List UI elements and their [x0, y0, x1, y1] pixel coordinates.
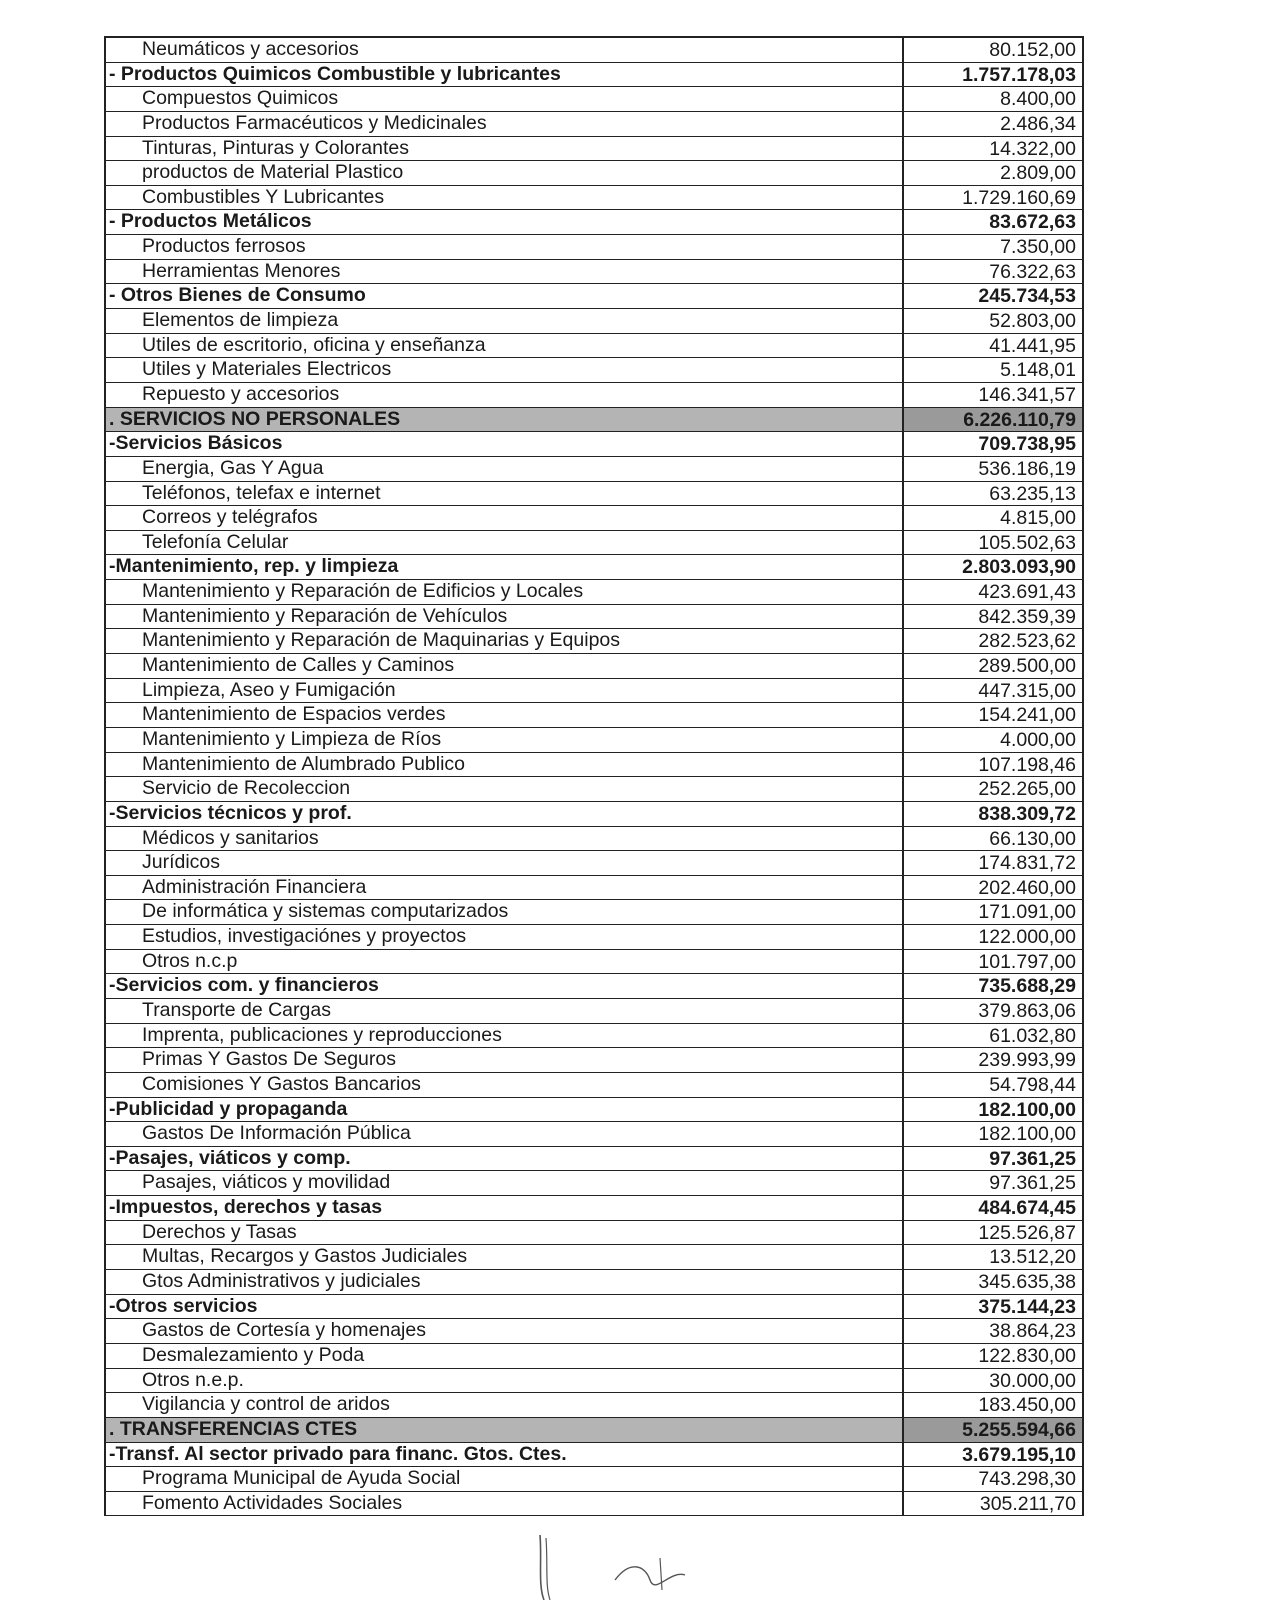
- row-label: Mantenimiento y Reparación de Maquinarias y Equipos: [106, 629, 904, 653]
- line-item-row: [106, 1073, 1082, 1098]
- line-item-row: [106, 1171, 1082, 1196]
- line-item-row: [106, 1319, 1082, 1344]
- row-amount: 2.809,00: [1000, 162, 1076, 185]
- line-item-row: [106, 309, 1082, 334]
- line-item-row: [106, 900, 1082, 925]
- row-label: Mantenimiento de Espacios verdes: [106, 703, 904, 727]
- row-amount: 252.265,00: [978, 778, 1076, 801]
- row-label: Gastos de Cortesía y homenajes: [106, 1319, 904, 1343]
- row-label: Transporte de Cargas: [106, 999, 904, 1023]
- row-amount: 38.864,23: [989, 1320, 1076, 1343]
- row-amount: 6.226.110,79: [904, 408, 1082, 432]
- row-label: Vigilancia y control de aridos: [106, 1393, 904, 1417]
- row-amount: 122.000,00: [978, 926, 1076, 949]
- row-label: Productos ferrosos: [106, 235, 904, 259]
- row-label: Compuestos Quimicos: [106, 87, 904, 111]
- row-label: Mantenimiento y Reparación de Edificios y Locales: [106, 580, 904, 604]
- row-label: Teléfonos, telefax e internet: [106, 482, 904, 506]
- row-amount: 1.729.160,69: [962, 186, 1076, 209]
- row-amount: 245.734,53: [978, 285, 1076, 308]
- line-item-row: [106, 827, 1082, 852]
- line-item-row: [106, 358, 1082, 383]
- line-item-row: [106, 1024, 1082, 1049]
- row-label: Energia, Gas Y Agua: [106, 457, 904, 481]
- row-amount: 305.211,70: [979, 1492, 1076, 1515]
- row-amount: 484.674,45: [978, 1197, 1076, 1220]
- row-amount: 5.148,01: [1000, 359, 1076, 382]
- row-label: -Mantenimiento, rep. y limpieza: [106, 555, 904, 579]
- row-label: Limpieza, Aseo y Fumigación: [106, 679, 904, 703]
- row-label: Médicos y sanitarios: [106, 827, 904, 851]
- row-label: productos de Material Plastico: [106, 161, 904, 185]
- row-label: -Impuestos, derechos y tasas: [106, 1196, 904, 1220]
- row-amount: 30.000,00: [989, 1369, 1076, 1392]
- line-item-row: [106, 605, 1082, 630]
- row-label: -Servicios técnicos y prof.: [106, 802, 904, 826]
- handwritten-signature: [520, 1530, 720, 1600]
- row-label: Combustibles Y Lubricantes: [106, 186, 904, 210]
- row-label: -Pasajes, viáticos y comp.: [106, 1147, 904, 1171]
- row-label: . SERVICIOS NO PERSONALES: [106, 408, 904, 432]
- line-item-row: [106, 457, 1082, 482]
- row-amount: 66.130,00: [989, 827, 1076, 850]
- row-amount: 52.803,00: [989, 310, 1076, 333]
- row-label: Comisiones Y Gastos Bancarios: [106, 1073, 904, 1097]
- line-item-row: [106, 1245, 1082, 1270]
- subtotal-row: [106, 1295, 1082, 1320]
- line-item-row: [106, 777, 1082, 802]
- row-label: Gastos De Información Pública: [106, 1122, 904, 1146]
- row-amount: 447.315,00: [978, 679, 1076, 702]
- line-item-row: [106, 679, 1082, 704]
- line-item-row: [106, 1393, 1082, 1418]
- subtotal-row: [106, 210, 1082, 235]
- line-item-row: [106, 950, 1082, 975]
- row-amount: 154.241,00: [978, 704, 1076, 727]
- subtotal-row: [106, 555, 1082, 580]
- row-amount: 171.091,00: [978, 901, 1076, 924]
- row-amount: 80.152,00: [989, 39, 1076, 61]
- row-amount: 743.298,30: [978, 1468, 1076, 1491]
- row-amount: 41.441,95: [989, 334, 1076, 357]
- row-amount: 4.815,00: [1000, 507, 1076, 530]
- row-label: - Productos Metálicos: [106, 210, 904, 234]
- row-amount: 97.361,25: [989, 1147, 1076, 1170]
- row-amount: 423.691,43: [978, 581, 1076, 604]
- subtotal-row: [106, 1147, 1082, 1172]
- row-label: Mantenimiento y Reparación de Vehículos: [106, 605, 904, 629]
- row-amount: 83.672,63: [989, 211, 1076, 234]
- section-row: [106, 408, 1082, 433]
- row-amount: 125.526,87: [978, 1221, 1076, 1244]
- subtotal-row: [106, 974, 1082, 999]
- line-item-row: [106, 1492, 1082, 1517]
- row-label: Mantenimiento de Alumbrado Publico: [106, 753, 904, 777]
- line-item-row: [106, 186, 1082, 211]
- line-item-row: [106, 728, 1082, 753]
- row-label: Imprenta, publicaciones y reproducciones: [106, 1024, 904, 1048]
- row-label: Mantenimiento y Limpieza de Ríos: [106, 728, 904, 752]
- row-amount: 282.523,62: [978, 630, 1076, 653]
- row-label: Correos y telégrafos: [106, 506, 904, 530]
- subtotal-row: [106, 284, 1082, 309]
- row-label: Administración Financiera: [106, 876, 904, 900]
- row-label: Servicio de Recoleccion: [106, 777, 904, 801]
- line-item-row: [106, 383, 1082, 408]
- line-item-row: [106, 629, 1082, 654]
- row-label: -Servicios com. y financieros: [106, 974, 904, 998]
- row-amount: 183.450,00: [978, 1394, 1076, 1417]
- row-amount: 14.322,00: [989, 137, 1076, 160]
- row-label: Utiles de escritorio, oficina y enseñanza: [106, 334, 904, 358]
- line-item-row: [106, 654, 1082, 679]
- line-item-row: [106, 334, 1082, 359]
- row-amount: 5.255.594,66: [904, 1418, 1082, 1442]
- row-amount: 709.738,95: [978, 433, 1076, 456]
- row-amount: 2.803.093,90: [962, 556, 1076, 579]
- row-amount: 174.831,72: [978, 852, 1076, 875]
- line-item-row: [106, 1122, 1082, 1147]
- row-amount: 842.359,39: [978, 605, 1076, 628]
- line-item-row: [106, 876, 1082, 901]
- row-label: Programa Municipal de Ayuda Social: [106, 1467, 904, 1491]
- row-label: -Servicios Básicos: [106, 432, 904, 456]
- line-item-row: [106, 703, 1082, 728]
- row-amount: 345.635,38: [978, 1271, 1076, 1294]
- row-label: Mantenimiento de Calles y Caminos: [106, 654, 904, 678]
- row-label: Otros n.c.p: [106, 950, 904, 974]
- row-label: - Otros Bienes de Consumo: [106, 284, 904, 308]
- row-amount: 1.757.178,03: [962, 63, 1076, 86]
- line-item-row: [106, 531, 1082, 556]
- row-amount: 735.688,29: [978, 975, 1076, 998]
- line-item-row: [106, 260, 1082, 285]
- row-amount: 13.512,20: [989, 1246, 1076, 1269]
- row-label: . TRANSFERENCIAS CTES: [106, 1418, 904, 1442]
- line-item-row: [106, 1270, 1082, 1295]
- line-item-row: [106, 1344, 1082, 1369]
- row-amount: 202.460,00: [978, 876, 1076, 899]
- row-label: Gtos Administrativos y judiciales: [106, 1270, 904, 1294]
- subtotal-row: [106, 432, 1082, 457]
- row-label: - Productos Quimicos Combustible y lubricantes: [106, 63, 904, 87]
- row-amount: 105.502,63: [978, 531, 1076, 554]
- row-amount: 289.500,00: [978, 655, 1076, 678]
- row-amount: 61.032,80: [989, 1024, 1076, 1047]
- row-label: Utiles y Materiales Electricos: [106, 358, 904, 382]
- row-amount: 239.993,99: [978, 1049, 1076, 1072]
- row-amount: 122.830,00: [978, 1344, 1076, 1367]
- row-amount: 107.198,46: [978, 753, 1076, 776]
- line-item-row: [106, 753, 1082, 778]
- line-item-row: [106, 235, 1082, 260]
- row-label: Derechos y Tasas: [106, 1221, 904, 1245]
- row-amount: 7.350,00: [1000, 236, 1076, 259]
- row-amount: 536.186,19: [978, 457, 1076, 480]
- line-item-row: [106, 999, 1082, 1024]
- subtotal-row: [106, 802, 1082, 827]
- row-label: Tinturas, Pinturas y Colorantes: [106, 137, 904, 161]
- row-label: -Publicidad y propaganda: [106, 1098, 904, 1122]
- row-label: Desmalezamiento y Poda: [106, 1344, 904, 1368]
- row-label: Pasajes, viáticos y movilidad: [106, 1171, 904, 1195]
- line-item-row: [106, 506, 1082, 531]
- row-label: Jurídicos: [106, 851, 904, 875]
- row-label: Repuesto y accesorios: [106, 383, 904, 407]
- row-amount: 97.361,25: [989, 1172, 1076, 1195]
- row-amount: 379.863,06: [978, 999, 1076, 1022]
- row-label: Telefonía Celular: [106, 531, 904, 555]
- row-amount: 76.322,63: [989, 260, 1076, 283]
- row-label: Productos Farmacéuticos y Medicinales: [106, 112, 904, 136]
- row-amount: 375.144,23: [978, 1295, 1076, 1318]
- row-label: Herramientas Menores: [106, 260, 904, 284]
- row-amount: 4.000,00: [1000, 728, 1076, 751]
- line-item-row: [106, 87, 1082, 112]
- line-item-row: [106, 161, 1082, 186]
- line-item-row: [106, 137, 1082, 162]
- line-item-row: [106, 851, 1082, 876]
- row-label: Fomento Actividades Sociales: [106, 1492, 904, 1516]
- line-item-row: [106, 580, 1082, 605]
- row-amount: 182.100,00: [978, 1123, 1076, 1146]
- row-amount: 101.797,00: [978, 950, 1076, 973]
- subtotal-row: [106, 1196, 1082, 1221]
- section-row: [106, 1418, 1082, 1443]
- row-label: Neumáticos y accesorios: [106, 38, 904, 62]
- row-label: De informática y sistemas computarizados: [106, 900, 904, 924]
- row-label: Elementos de limpieza: [106, 309, 904, 333]
- row-amount: 838.309,72: [978, 802, 1076, 825]
- subtotal-row: [106, 63, 1082, 88]
- row-amount: 8.400,00: [1000, 88, 1076, 111]
- line-item-row: [106, 1369, 1082, 1394]
- row-label: Multas, Recargos y Gastos Judiciales: [106, 1245, 904, 1269]
- line-item-row: [106, 112, 1082, 137]
- subtotal-row: [106, 1443, 1082, 1468]
- budget-ledger-table: [104, 36, 1084, 1516]
- row-amount: 182.100,00: [978, 1098, 1076, 1121]
- line-item-row: [106, 482, 1082, 507]
- row-label: Otros n.e.p.: [106, 1369, 904, 1393]
- row-amount: 3.679.195,10: [962, 1443, 1076, 1466]
- row-label: -Otros servicios: [106, 1295, 904, 1319]
- row-amount: 2.486,34: [1000, 112, 1076, 135]
- line-item-row: [106, 1048, 1082, 1073]
- row-amount: 63.235,13: [989, 482, 1076, 505]
- subtotal-row: [106, 1098, 1082, 1123]
- row-amount: 54.798,44: [989, 1073, 1076, 1096]
- row-label: Estudios, investigaciónes y proyectos: [106, 925, 904, 949]
- line-item-row: [106, 925, 1082, 950]
- line-item-row: [106, 1467, 1082, 1492]
- row-label: -Transf. Al sector privado para financ. Gtos. Ctes.: [106, 1443, 904, 1467]
- line-item-row: [106, 38, 1082, 63]
- row-label: Primas Y Gastos De Seguros: [106, 1048, 904, 1072]
- line-item-row: [106, 1221, 1082, 1246]
- row-amount: 146.341,57: [978, 383, 1076, 406]
